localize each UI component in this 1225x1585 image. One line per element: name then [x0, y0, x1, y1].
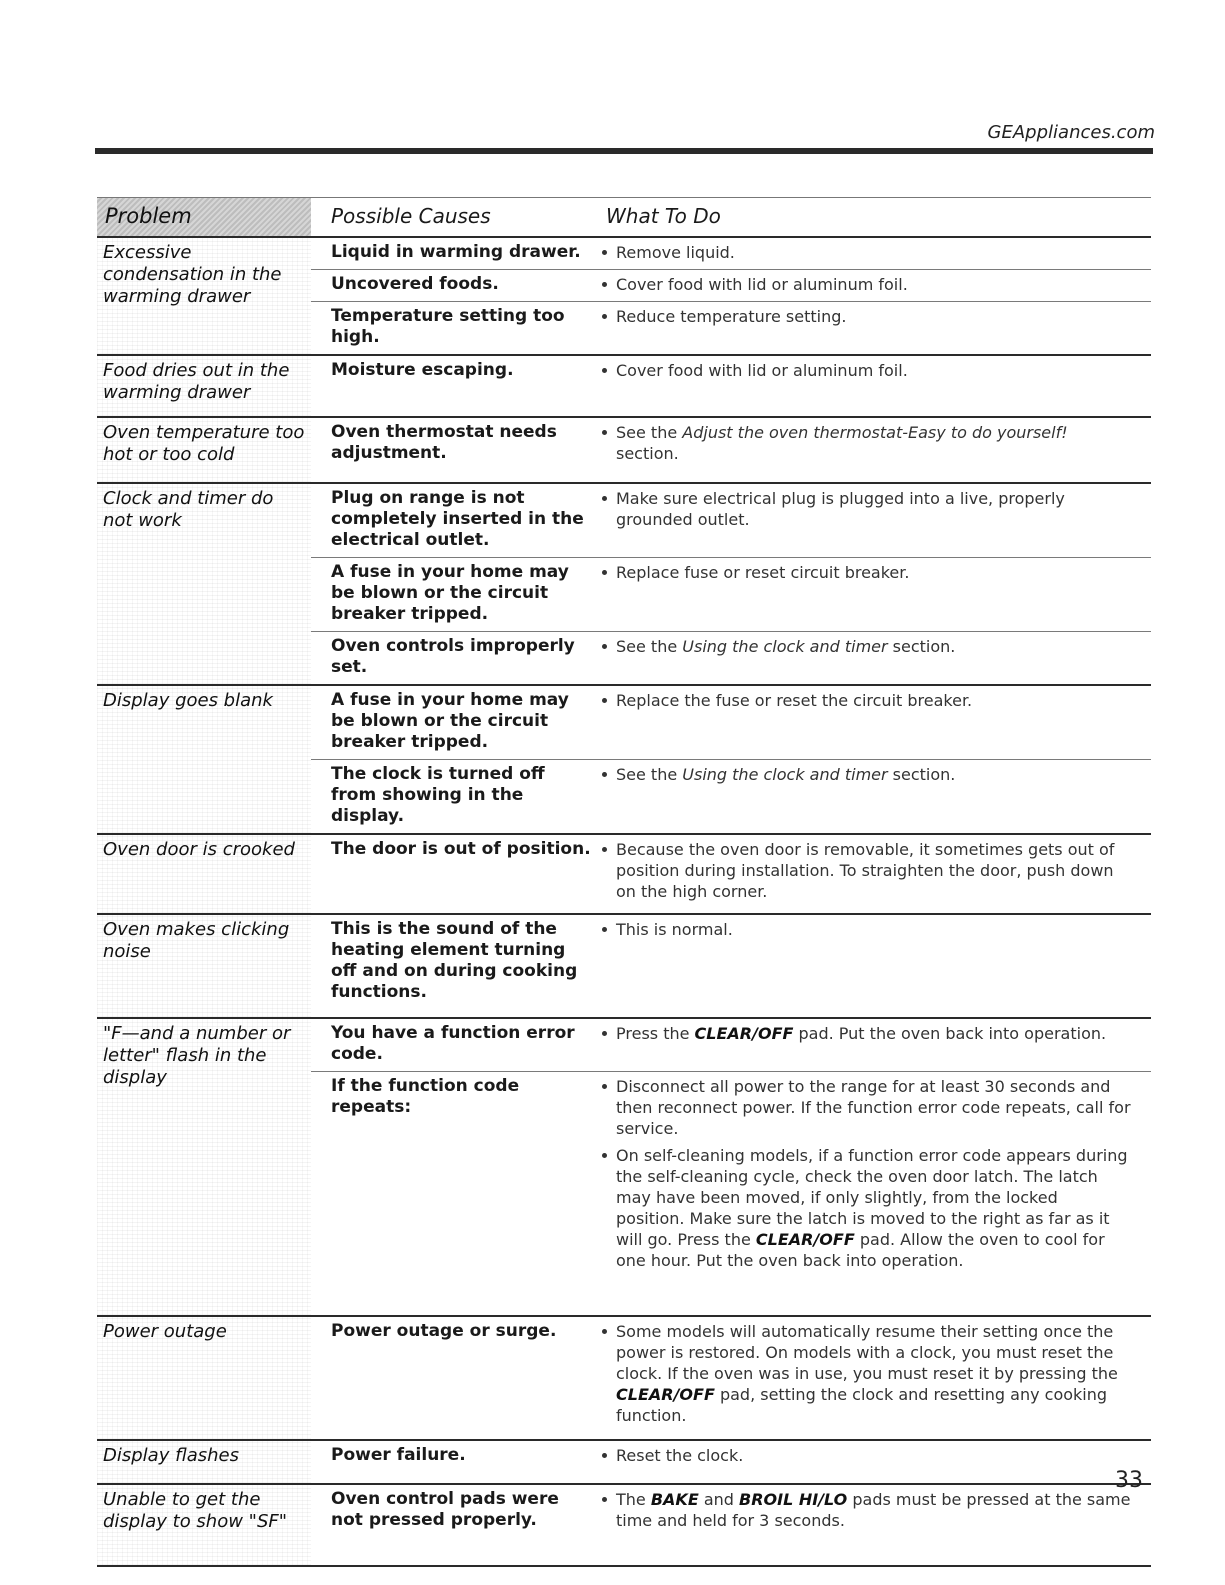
- site-url: GEAppliances.com: [987, 122, 1155, 143]
- table-row: [311, 302, 1151, 354]
- remedy-item: [600, 422, 1131, 464]
- problem-label: Power outage: [97, 1317, 311, 1439]
- table-row: [311, 484, 1151, 558]
- remedy-item: [600, 488, 1131, 530]
- possible-cause: Oven thermostat needs adjustment.: [331, 422, 557, 463]
- problem-label: Food dries out in the warming drawer: [97, 356, 311, 416]
- remedy-item: [600, 1445, 1131, 1466]
- remedy-text: Press the: [616, 1024, 695, 1043]
- table-row: [311, 835, 1151, 908]
- what-to-do: [600, 422, 1151, 464]
- remedy-item: [600, 1489, 1131, 1531]
- problem-label: Oven makes clicking noise: [97, 915, 311, 1017]
- table-row: [311, 686, 1151, 760]
- what-to-do: [600, 1445, 1151, 1466]
- problem-group: [97, 915, 1151, 1019]
- column-header-problem: Problem: [97, 198, 311, 236]
- table-row: [311, 418, 1151, 470]
- what-to-do: [600, 919, 1151, 1003]
- problem-group: [97, 238, 1151, 356]
- remedy-text: Replace fuse or reset circuit breaker.: [616, 563, 910, 582]
- remedy-item: [600, 1023, 1131, 1044]
- problem-label: Oven door is crooked: [97, 835, 311, 913]
- remedy-item: [600, 242, 1131, 263]
- what-to-do: [600, 242, 1151, 263]
- remedy-text: Reduce temperature setting.: [616, 307, 847, 326]
- pad-name: CLEAR/OFF: [755, 1230, 855, 1249]
- what-to-do: [600, 274, 1151, 295]
- remedy-item: [600, 306, 1131, 327]
- possible-cause: Liquid in warming drawer.: [331, 242, 581, 262]
- problem-group: [97, 1485, 1151, 1567]
- remedy-item: [600, 360, 1131, 381]
- page-number: 33: [1115, 1468, 1143, 1493]
- problem-group: [97, 1441, 1151, 1485]
- remedy-text: Cover food with lid or aluminum foil.: [616, 361, 908, 380]
- problem-group: [97, 356, 1151, 418]
- problem-label: Oven temperature too hot or too cold: [97, 418, 311, 482]
- table-header: [97, 197, 1151, 238]
- header-rule: [95, 148, 1153, 154]
- pad-name: CLEAR/OFF: [616, 1385, 715, 1404]
- problem-label: Display flashes: [97, 1441, 311, 1483]
- remedy-item: [600, 1076, 1131, 1139]
- remedy-item: [600, 636, 1131, 657]
- problem-group: [97, 835, 1151, 915]
- table-row: [311, 1317, 1151, 1432]
- table-body: [97, 238, 1151, 1567]
- section-ref: Using the clock and timer: [682, 637, 888, 656]
- table-row: [311, 1441, 1151, 1472]
- remedy-text: pad. Allow the oven to cool for one hour. Put the oven back into operation.: [616, 1230, 1105, 1270]
- remedy-text: pad, setting the clock and resetting any cooking function.: [616, 1385, 1108, 1425]
- column-header-todo: What To Do: [606, 204, 721, 228]
- problem-label: Excessive condensation in the warming drawer: [97, 238, 311, 354]
- remedy-text: Because the oven door is removable, it sometimes gets out of position during installation. To straighten the door, push down on the high corner.: [616, 840, 1115, 901]
- remedy-item: [600, 690, 1131, 711]
- what-to-do: [600, 690, 1151, 753]
- what-to-do: [600, 764, 1151, 827]
- remedy-text: pad. Put the oven back into operation.: [793, 1024, 1107, 1043]
- problem-group: [97, 1019, 1151, 1317]
- remedy-item: [600, 839, 1131, 902]
- column-header-causes: Possible Causes: [331, 204, 491, 228]
- table-row: [311, 915, 1151, 1009]
- what-to-do: [600, 839, 1151, 902]
- remedy-text: Reset the clock.: [616, 1446, 744, 1465]
- remedy-text: section.: [616, 444, 679, 463]
- table-row: [311, 270, 1151, 302]
- pad-name: BAKE: [650, 1490, 699, 1509]
- remedy-item: [600, 274, 1131, 295]
- remedy-text: Disconnect all power to the range for at least 30 seconds and then reconnect power. If the function error code repeats, call for service.: [616, 1077, 1131, 1138]
- table-row: [311, 1072, 1151, 1277]
- possible-cause: Moisture escaping.: [331, 360, 514, 380]
- troubleshooting-table: [97, 197, 1151, 1567]
- possible-cause: A fuse in your home may be blown or the circuit breaker tripped.: [331, 562, 569, 624]
- pad-name: BROIL HI/LO: [739, 1490, 848, 1509]
- possible-cause: You have a function error code.: [331, 1023, 575, 1064]
- possible-cause: Oven control pads were not pressed properly.: [331, 1489, 559, 1530]
- remedy-text: Cover food with lid or aluminum foil.: [616, 275, 908, 294]
- remedy-text: section.: [887, 637, 956, 656]
- possible-cause: Power outage or surge.: [331, 1321, 557, 1341]
- remedy-item: [600, 919, 1131, 940]
- what-to-do: [600, 636, 1151, 678]
- remedy-text: pads must be pressed at the same time and held for 3 seconds.: [616, 1490, 1131, 1530]
- problem-label: Unable to get the display to show "SF": [97, 1485, 311, 1565]
- section-ref: Using the clock and timer: [682, 765, 888, 784]
- remedy-text: section.: [887, 765, 956, 784]
- problem-group: [97, 686, 1151, 835]
- remedy-text: Remove liquid.: [616, 243, 735, 262]
- remedy-text: See the: [616, 423, 683, 442]
- what-to-do: [600, 306, 1151, 348]
- remedy-text: This is normal.: [616, 920, 733, 939]
- possible-cause: If the function code repeats:: [331, 1076, 520, 1117]
- problem-label: "F—and a number or letter" flash in the display: [97, 1019, 311, 1315]
- possible-cause: Oven controls improperly set.: [331, 636, 575, 677]
- problem-label: Clock and timer do not work: [97, 484, 311, 684]
- possible-cause: A fuse in your home may be blown or the circuit breaker tripped.: [331, 690, 569, 752]
- possible-cause: The door is out of position.: [331, 839, 591, 859]
- what-to-do: [600, 488, 1151, 551]
- possible-cause: Plug on range is not completely inserted in the electrical outlet.: [331, 488, 584, 550]
- possible-cause: Power failure.: [331, 1445, 466, 1465]
- remedy-text: See the: [616, 765, 683, 784]
- what-to-do: [600, 1076, 1151, 1271]
- remedy-text: Replace the fuse or reset the circuit breaker.: [616, 691, 973, 710]
- remedy-item: [600, 1145, 1131, 1271]
- table-row: [311, 238, 1151, 270]
- remedy-text: On self-cleaning models, if a function error code appears during the self-cleaning cycle, check the oven door latch. The latch may have been moved, if only slightly, from the locked position. Make sure the latch is moved to the right as far as it will go. Press the: [616, 1146, 1128, 1249]
- table-row: [311, 1019, 1151, 1072]
- problem-group: [97, 484, 1151, 686]
- remedy-text: The: [616, 1490, 651, 1509]
- what-to-do: [600, 1489, 1151, 1531]
- table-row: [311, 356, 1151, 387]
- remedy-item: [600, 764, 1131, 785]
- problem-group: [97, 1317, 1151, 1441]
- remedy-text: Make sure electrical plug is plugged into a live, properly grounded outlet.: [616, 489, 1065, 529]
- pad-name: CLEAR/OFF: [694, 1024, 794, 1043]
- table-row: [311, 1485, 1151, 1537]
- section-ref: Adjust the oven thermostat-Easy to do yourself!: [682, 423, 1068, 442]
- what-to-do: [600, 360, 1151, 381]
- remedy-text: Some models will automatically resume their setting once the power is restored. On models with a clock, you must reset the clock. If the oven was in use, you must reset it by pressing the: [616, 1322, 1118, 1383]
- what-to-do: [600, 562, 1151, 625]
- table-row: [311, 558, 1151, 632]
- possible-cause: The clock is turned off from showing in the display.: [331, 764, 545, 826]
- remedy-text: See the: [616, 637, 683, 656]
- table-row: [311, 632, 1151, 684]
- remedy-text: and: [698, 1490, 740, 1509]
- problem-group: [97, 418, 1151, 484]
- what-to-do: [600, 1023, 1151, 1065]
- problem-label: Display goes blank: [97, 686, 311, 833]
- possible-cause: Temperature setting too high.: [331, 306, 565, 347]
- remedy-item: [600, 562, 1131, 583]
- remedy-item: [600, 1321, 1131, 1426]
- possible-cause: Uncovered foods.: [331, 274, 499, 294]
- possible-cause: This is the sound of the heating element turning off and on during cooking functions.: [331, 919, 578, 1002]
- table-row: [311, 760, 1151, 833]
- what-to-do: [600, 1321, 1151, 1426]
